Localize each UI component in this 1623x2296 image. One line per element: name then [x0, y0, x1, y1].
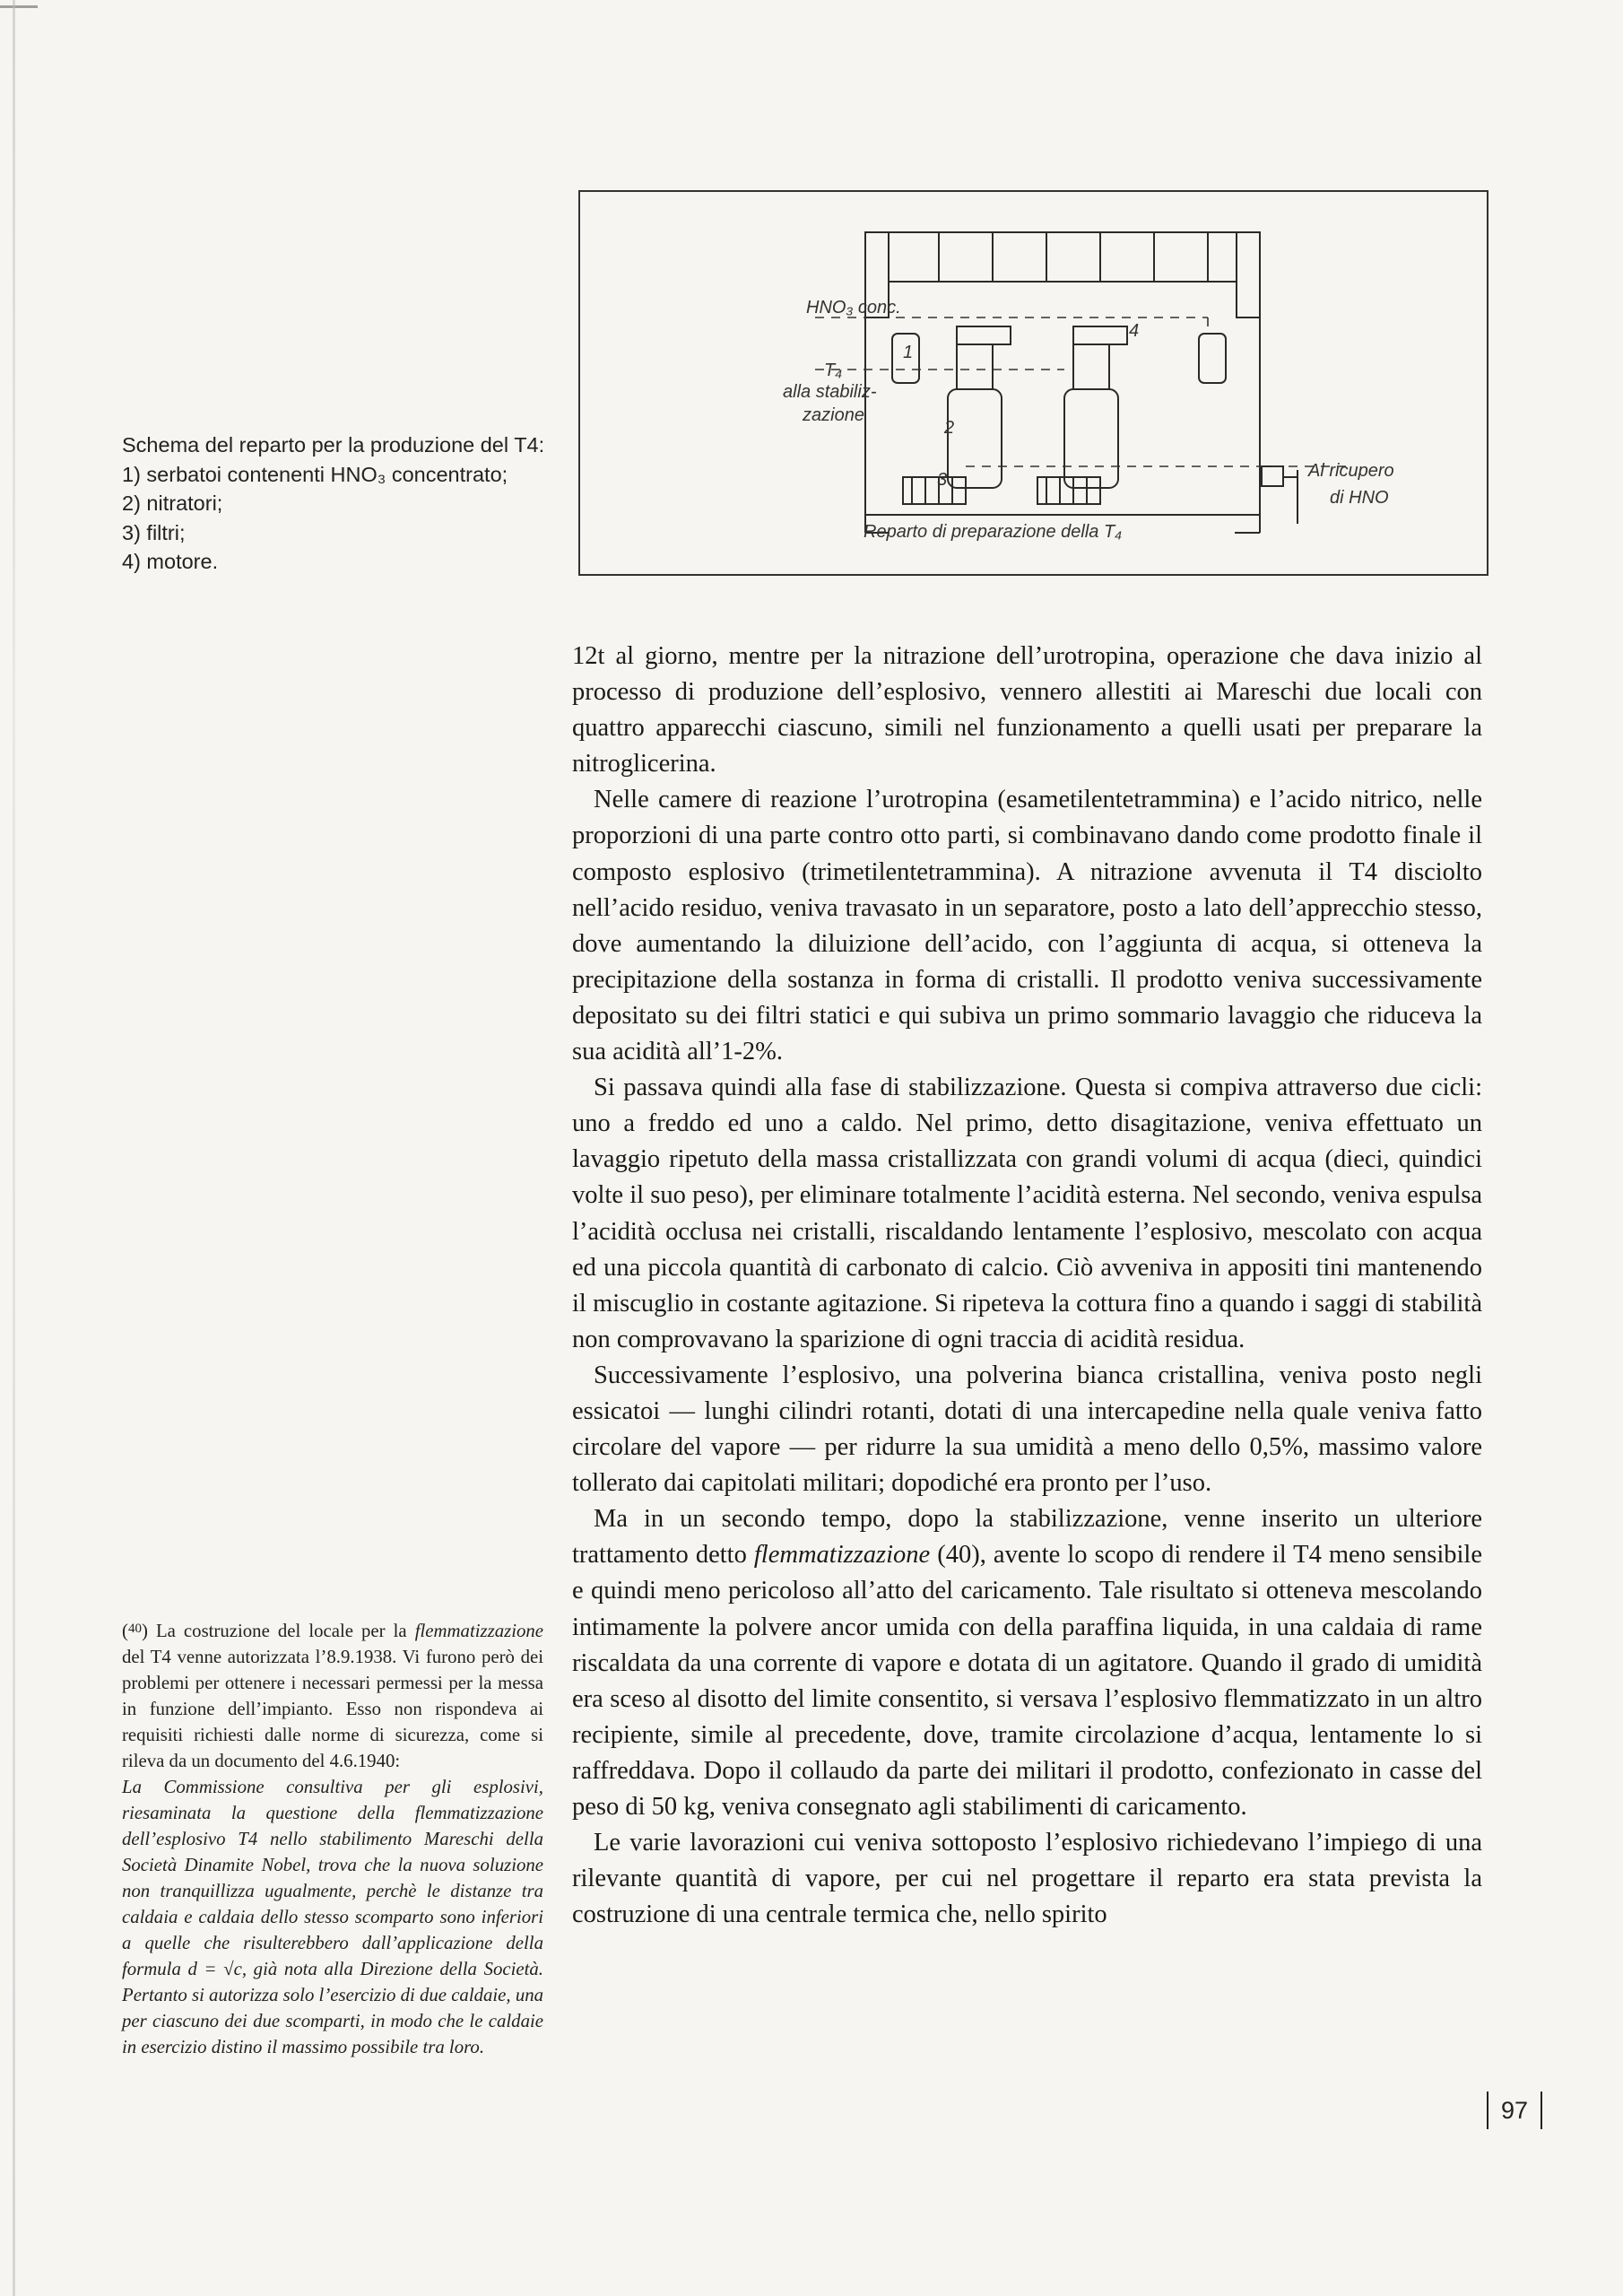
label-hno3-conc: HNO₃ conc.	[806, 298, 901, 317]
page-number: 97	[1501, 2096, 1529, 2124]
footnote-40	[122, 1616, 543, 2060]
schematic-drawing	[580, 192, 1487, 574]
body-paragraph-3: Si passava quindi alla fase di stabilizzazione. Questa si compiva attraverso due cicli: uno a freddo ed uno a caldo. Nel primo, detto disagitazione, veniva effettuato un lavaggio ripetuto della massa cristallizzata con grandi volumi di acqua (dieci, quindici volte il suo peso), per eliminare totalmente l’acidità esterna. Nel secondo, veniva espulsa l’acidità occlusa nei cristalli, riscaldando lentamente l’esplosivo, mescolato con acqua ed una piccola quantità di carbonato di calcio. Ciò avveniva in appositi tini mantenendo il miscuglio in costante agitazione. Si ripeteva la cottura fino a quando i saggi di stabilità non comprovavano la sparizione di ogni traccia di acidità residua.	[572, 1074, 1482, 1353]
label-num-2: 2	[944, 418, 955, 438]
footnote-paragraph-1: ($^{40}$) La costruzione del locale per la flemmatizzazione del T4 venne autorizzata l’8.9.1938. Vi furono però dei problemi per ottenere i necessari permessi per la messa in funzione dell’impianto. Esso non rispondeva ai requisiti richiesti dalle norme di sicurezza, come si rileva da un documento del 4.6.1940:	[122, 1621, 543, 1771]
motor-left	[957, 326, 1011, 344]
footnote-p1-italic: flemmatizzazione	[414, 1621, 543, 1641]
label-di-hno: di HNO	[1330, 488, 1389, 508]
label-t4: T₄	[824, 361, 843, 380]
body-paragraph-6: Le varie lavorazioni cui veniva sottoposto l’esplosivo richiedevano l’impiego di una rilevante quantità di vapore, per cui nel progettare il reparto era stata prevista la costruzione di una centrale termica che, nello spirito	[572, 1829, 1482, 1929]
body-paragraph-5	[572, 1501, 1482, 1825]
label-zazione: zazione	[803, 405, 864, 425]
page-number-block	[1487, 2092, 1542, 2129]
page-number-divider-left	[1487, 2092, 1488, 2129]
label-reparto: Reparto di preparazione della T₄	[864, 522, 1123, 542]
motor-right	[1073, 326, 1127, 344]
footnote-paragraph-2: La Commissione consultiva per gli esplosivi, riesaminata la questione della flemmatizzazione dell’esplosivo T4 nello stabilimento Mareschi della Società Dinamite Nobel, trova che la nuova soluzione non tranquillizza ugualmente, perchè le distanze tra caldaia e caldaia dello stesso scomparto sono inferiori a quelle che risulterebbero dall’applicazione della formula d = √c, già nota alla Direzione della Società. Pertanto si autorizza solo l’esercizio di due caldaie, una per ciascuno dei due scomparti, in modo che le caldaie in esercizio distino il massimo possibile tra loro.	[122, 1777, 544, 2057]
label-stabiliz: alla stabiliz-	[783, 382, 877, 402]
scan-edge	[13, 0, 15, 2296]
nitrator-left	[948, 389, 1002, 488]
body-p5-a: Ma in un secondo tempo, dopo la stabilizzazione, venne inserito un ulteriore trattamento detto	[572, 1505, 1482, 1570]
page-number-divider-right	[1541, 2092, 1542, 2129]
footnote-p1-a: La costruzione del locale per la	[147, 1621, 415, 1641]
caption-line-3: 3) filtri;	[122, 520, 186, 544]
body-p5-b: , avente lo scopo di rendere il T4 meno sensibile e quindi meno pericoloso all’atto del caricamento. Tale risultato si otteneva mescolando intimamente la polvere ancor umida con della paraffina liquida, in una caldaia di rame riscaldata da una corrente di vapore e dotata di un agitatore. Quando il grado di umidità era sceso al disotto del limite consentito, si versava l’esplosivo flemmatizzato in un altro recipiente, simile al precedente, dove, tramite circolazione d’acqua, lentamente lo si raffreddava. Dopo il collaudo da parte dei militari il prodotto, confezionato in casse del peso di 50 kg, veniva consegnato agli stabilimenti di caricamento.	[572, 1541, 1482, 1821]
caption-line-1: 1) serbatoi contenenti HNO₃ concentrato;	[122, 462, 508, 486]
label-num-3: 3	[937, 470, 948, 490]
figure-caption	[122, 430, 570, 577]
footnote-p1-b: del T4 venne autorizzata l’8.9.1938. Vi furono però dei problemi per ottenere i necessari permessi per la messa in funzione dell’impianto. Esso non rispondeva ai requisiti richiesti dalle norme di sicurezza, come si rileva da un documento del 4.6.1940:	[122, 1647, 543, 1771]
caption-line-2: 2) nitratori;	[122, 491, 223, 515]
body-p5-italic: flemmatizzazione	[753, 1541, 931, 1570]
building-outline	[865, 232, 1260, 515]
caption-line-title: Schema del reparto per la produzione del T4:	[122, 433, 545, 457]
body-paragraph-1: 12t al giorno, mentre per la nitrazione dell’urotropina, operazione che dava inizio al processo di produzione dell’esplosivo, vennero allestiti ai Mareschi due locali con quattro apparecchi ciascuno, simili nel funzionamento a quelli usati per preparare la nitroglicerina.	[572, 642, 1482, 778]
footnote-marker: 40	[127, 1622, 142, 1636]
label-ricupero: Al ricupero	[1308, 461, 1394, 481]
main-body-text	[572, 639, 1482, 1933]
body-paragraph-4: Successivamente l’esplosivo, una polverina bianca cristallina, veniva posto negli essicatoi — lunghi cilindri rotanti, dotati di una intercapedine nella quale veniva fatto circolare del vapore — per ridurre la sua umidità a meno dello 0,5%, massimo valore tollerato dai capitolati militari; dopodiché era pronto per l’uso.	[572, 1361, 1482, 1498]
caption-line-4: 4) motore.	[122, 550, 219, 573]
footnote-reference-40[interactable]: (40)	[937, 1541, 980, 1570]
pump-right	[1262, 466, 1283, 486]
label-num-1: 1	[903, 343, 914, 362]
body-paragraph-2: Nelle camere di reazione l’urotropina (esametilentetrammina) e l’acido nitrico, nelle proporzioni di una parte contro otto parti, si combinavano dando come prodotto finale il composto esplosivo (trimetilentetrammina). A nitrazione avvenuta il T4 disciolto nell’acido residuo, veniva travasato in un separatore, posto a lato dell’apprecchio stesso, dove aumentando la diluizione dell’acido, con l’aggiunta di acqua, si otteneva la precipitazione della sostanza in forma di cristalli. Il prodotto veniva successivamente depositato su dei filtri statici e qui subiva un primo sommario lavaggio che riduceva la sua acidità all’1-2%.	[572, 786, 1482, 1066]
nitrator-right	[1064, 389, 1118, 488]
label-num-4: 4	[1129, 321, 1140, 341]
tank-1-right	[1199, 334, 1226, 383]
scan-edge-mark	[0, 5, 38, 8]
reparto-schematic-figure	[578, 190, 1488, 576]
